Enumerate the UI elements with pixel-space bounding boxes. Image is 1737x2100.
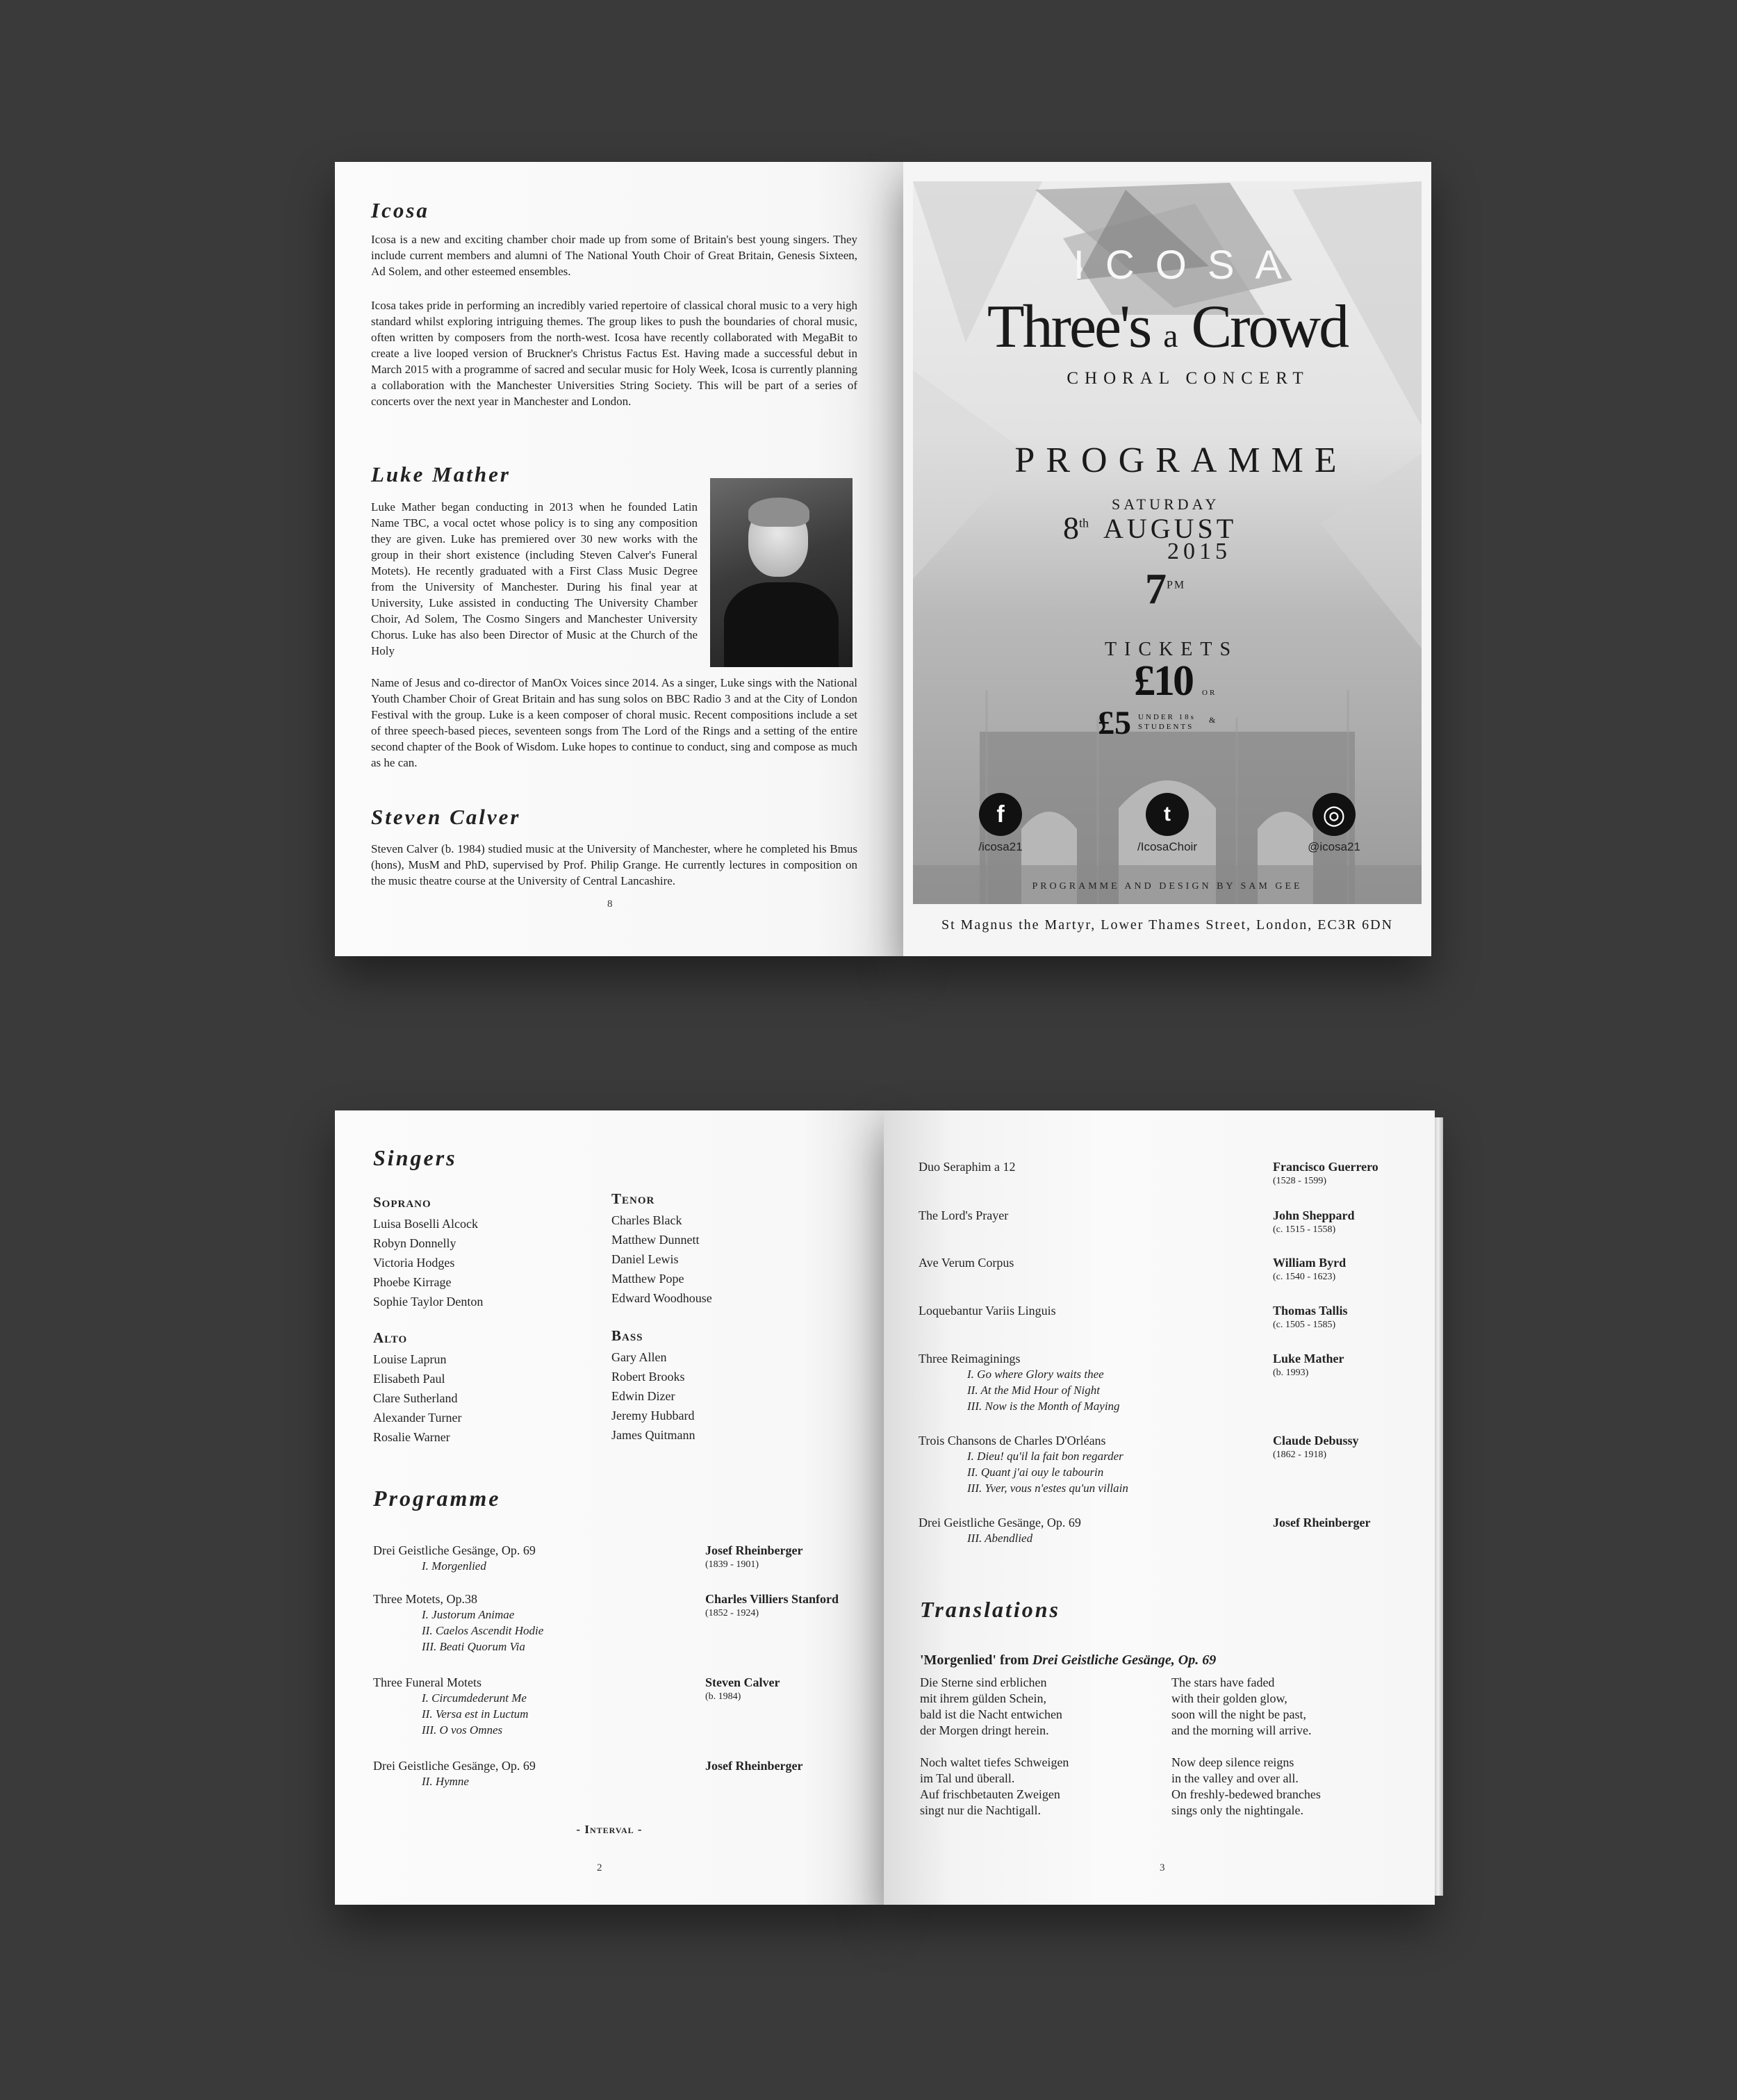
translations-heading: Translations (920, 1597, 1060, 1622)
movement: III. Abendlied (967, 1532, 1033, 1545)
interval-label: - Interval - (576, 1823, 643, 1836)
german-line: Auf frischbetauten Zweigen (920, 1787, 1060, 1801)
movement: III. Yver, vous n'estes qu'un villain (967, 1482, 1128, 1495)
translation-title (920, 1652, 1216, 1668)
composer-name: Josef Rheinberger (705, 1543, 803, 1557)
singer-name: Daniel Lewis (611, 1252, 679, 1266)
programme-item (919, 1433, 1128, 1496)
work-title: Drei Geistliche Gesänge, Op. 69 (919, 1516, 1081, 1529)
programme-item (373, 1675, 528, 1738)
singer-name: Alexander Turner (373, 1411, 462, 1425)
steven-paragraph: Steven Calver (b. 1984) studied music at the University of Manchester, where he completed his Bmus (hons), MusM and PhD, supervised by Prof. Philip Grange. He currently lectures in composition on the music theatre course at the University of Central Lancashire. (371, 842, 857, 887)
twitter-icon: t (1146, 793, 1189, 836)
movement: III. Now is the Month of Maying (967, 1400, 1120, 1413)
design-credit: PROGRAMME AND DESIGN BY SAM GEE (1032, 881, 1303, 892)
work-title: Three Funeral Motets (373, 1675, 481, 1689)
voice-heading: Alto (373, 1329, 408, 1346)
composer-dates: (1852 - 1924) (705, 1608, 759, 1618)
singers-heading: Singers (373, 1145, 457, 1170)
concert-title (903, 293, 1431, 371)
voice-heading: Tenor (611, 1190, 655, 1207)
date-day: SATURDAY (1112, 495, 1220, 513)
singer-name: James Quitmann (611, 1428, 695, 1442)
work-title: Ave Verum Corpus (919, 1256, 1014, 1270)
german-line: der Morgen dringt herein. (920, 1723, 1049, 1737)
movement: II. Hymne (422, 1775, 469, 1788)
concert-subtitle: CHORAL CONCERT (1067, 369, 1310, 388)
programme-item (373, 1543, 536, 1574)
singer-name: Luisa Boselli Alcock (373, 1217, 478, 1231)
singer-name: Robyn Donnelly (373, 1236, 456, 1250)
twitter-link[interactable] (1126, 793, 1209, 854)
luke-paragraph-2: Name of Jesus and co-director of ManOx Voices since 2014. As a singer, Luke sings with the National Youth Chamber Choir of Great Britain and has sung solos on BBC Radio 3 and at the City of London Festival with the group. Luke is a keen composer of choral music. Recent compositions include a set of three speech-based pieces, seventeen songs from The Lord of the Rings and a setting of the entire second chapter of the Book of Wisdom. Luke hopes to continue to conduct, sing and compose as much as he can. (371, 676, 857, 769)
composer (1273, 1303, 1348, 1332)
german-line: bald ist die Nacht entwichen (920, 1707, 1062, 1721)
german-line: singt nur die Nachtigall. (920, 1803, 1041, 1817)
programme-item (373, 1591, 543, 1655)
title-a: a (1163, 318, 1178, 354)
choir-name: ICOSA (1073, 243, 1303, 288)
english-line: The stars have faded (1171, 1675, 1275, 1689)
composer (1273, 1159, 1378, 1188)
composer (705, 1591, 839, 1621)
programme-item (919, 1303, 1056, 1318)
icosa-paragraph-1: Icosa is a new and exciting chamber choir made up from some of Britain's best young singers. They include current members and alumni of The National Youth Choir of Great Britain, Genesis Sixteen, Ad Solem, and other esteemed ensembles. (371, 233, 857, 278)
composer (705, 1675, 780, 1704)
german-line (920, 1739, 1069, 1755)
singer-name: Charles Black (611, 1213, 682, 1227)
movement: I. Justorum Animae (422, 1608, 515, 1621)
instagram-handle: @icosa21 (1308, 840, 1360, 853)
german-line: Noch waltet tiefes Schweigen (920, 1755, 1069, 1769)
english-line: Now deep silence reigns (1171, 1755, 1294, 1769)
singer-name: Edward Woodhouse (611, 1291, 712, 1305)
translation-title-work: Drei Geistliche Gesänge, Op. 69 (1032, 1652, 1217, 1668)
singer-name: Gary Allen (611, 1350, 667, 1364)
facebook-handle: /icosa21 (978, 840, 1023, 853)
composer-name: Francisco Guerrero (1273, 1160, 1378, 1174)
concession-terms (1138, 712, 1196, 732)
page-edge (1435, 1117, 1443, 1896)
tickets-label: TICKETS (1104, 639, 1239, 660)
date-number (1063, 509, 1089, 546)
page-2 (335, 1110, 884, 1905)
facebook-link[interactable] (959, 793, 1042, 854)
page-3 (884, 1110, 1435, 1905)
singer-name: Sophie Taylor Denton (373, 1295, 484, 1309)
steven-heading: Steven Calver (371, 805, 521, 829)
page-number: 3 (1160, 1862, 1165, 1873)
composer (1273, 1433, 1359, 1462)
singer-name: Matthew Pope (611, 1272, 684, 1286)
work-title: Duo Seraphim a 12 (919, 1160, 1016, 1174)
programme-item (919, 1515, 1081, 1546)
english-text (1171, 1675, 1321, 1819)
cover-page (903, 162, 1431, 956)
composer (705, 1758, 802, 1773)
work-title: Trois Chansons de Charles D'Orléans (919, 1434, 1106, 1447)
movement: II. Quant j'ai ouy le tabourin (967, 1466, 1104, 1479)
composer-name: William Byrd (1273, 1256, 1347, 1270)
luke-heading: Luke Mather (371, 462, 511, 486)
composer-name: Steven Calver (705, 1675, 780, 1689)
work-title: Drei Geistliche Gesänge, Op. 69 (373, 1543, 536, 1557)
composer-dates: (1528 - 1599) (1273, 1176, 1326, 1186)
composer-name: Josef Rheinberger (705, 1759, 803, 1773)
composer (1273, 1208, 1355, 1237)
composer-dates: (c. 1515 - 1558) (1273, 1224, 1336, 1235)
programme-heading: Programme (373, 1486, 501, 1511)
english-line: On freshly-bedewed branches (1171, 1787, 1321, 1801)
programme-item (373, 1758, 536, 1789)
singer-name: Victoria Hodges (373, 1256, 455, 1270)
work-title: Loquebantur Variis Linguis (919, 1304, 1056, 1318)
date-num: 8 (1063, 510, 1079, 545)
translation-title-prefix: 'Morgenlied' from (920, 1652, 1029, 1668)
german-line: mit ihrem gülden Schein, (920, 1691, 1046, 1705)
luke-photo (710, 478, 853, 667)
programme-item (919, 1208, 1008, 1223)
title-part-2: Crowd (1191, 293, 1348, 361)
concession-line-1: UNDER 18s (1138, 713, 1196, 721)
movement: I. Dieu! qu'il la fait bon regarder (967, 1450, 1123, 1463)
voice-heading: Soprano (373, 1194, 431, 1211)
composer (705, 1543, 802, 1572)
instagram-link[interactable] (1292, 793, 1376, 854)
date-year: 2015 (1167, 539, 1231, 564)
voice-tenor (611, 1190, 712, 1308)
price-or: OR (1202, 689, 1217, 697)
composer-name: Charles Villiers Stanford (705, 1592, 839, 1606)
icosa-paragraph-2: Icosa takes pride in performing an incredibly varied repertoire of classical choral music to a very high standard whilst exploring intriguing themes. The group likes to push the boundaries of choral music, often written by composers from the north-west. Icosa have recently collaborated with MegaBit to create a live looped version of Bruckner's Christus Factus Est. Having made a successful debut in March 2015 with a programme of sacred and secular music for Holy Week, Icosa is currently planning a collaboration with the Manchester Universities String Society. This will be part of a series of concerts over the next year in Manchester and London. (371, 299, 857, 408)
twitter-handle: /IcosaChoir (1137, 840, 1197, 853)
composer (1273, 1515, 1370, 1530)
english-line: and the morning will arrive. (1171, 1723, 1312, 1737)
singer-name: Elisabeth Paul (373, 1372, 445, 1386)
page-8 (335, 162, 903, 956)
singer-name: Jeremy Hubbard (611, 1409, 695, 1422)
composer-name: John Sheppard (1273, 1208, 1355, 1222)
movement: III. Beati Quorum Via (422, 1640, 525, 1653)
work-title: Three Reimaginings (919, 1352, 1021, 1365)
programme-item (919, 1351, 1120, 1414)
work-title: Three Motets, Op.38 (373, 1592, 477, 1606)
movement: II. Caelos Ascendit Hodie (422, 1624, 544, 1637)
voice-alto (373, 1329, 461, 1447)
date-month: AUGUST (1103, 513, 1237, 544)
composer (1273, 1351, 1344, 1380)
english-line: soon will the night be past, (1171, 1707, 1306, 1721)
english-line: with their golden glow, (1171, 1691, 1287, 1705)
work-title: Drei Geistliche Gesänge, Op. 69 (373, 1759, 536, 1773)
english-line (1171, 1739, 1321, 1755)
singer-name: Matthew Dunnett (611, 1233, 700, 1247)
german-line: im Tal und überall. (920, 1771, 1015, 1785)
luke-paragraph-1: Luke Mather began conducting in 2013 when he founded Latin Name TBC, a vocal octet whose policy is to sing any composition they are given. Luke has premiered over 30 new works with the group in their short existence (including Steven Calver's Funeral Motets). He recently graduated with a First Class Music Degree from the University of Manchester. During his final year at University, Luke assisted in conducting The University Chamber Choir, Ad Solem, The Cosmo Singers and Manchester University Chorus. Luke has also been Director of Music at the Church of the Holy (371, 500, 698, 657)
voice-bass (611, 1327, 695, 1445)
programme-item (919, 1255, 1014, 1270)
singer-name: Louise Laprun (373, 1352, 447, 1366)
voice-soprano (373, 1194, 483, 1311)
voice-heading: Bass (611, 1327, 643, 1344)
composer-dates: (b. 1984) (705, 1691, 741, 1702)
concert-time (1145, 565, 1185, 614)
singer-name: Rosalie Warner (373, 1430, 450, 1444)
singer-name: Robert Brooks (611, 1370, 685, 1384)
work-title: The Lord's Prayer (919, 1208, 1009, 1222)
composer-dates: (c. 1505 - 1585) (1273, 1320, 1336, 1330)
movement: II. At the Mid Hour of Night (967, 1384, 1100, 1397)
programme-item (919, 1159, 1015, 1174)
composer-name: Claude Debussy (1273, 1434, 1359, 1447)
composer-name: Josef Rheinberger (1273, 1516, 1371, 1529)
german-line: Die Sterne sind erblichen (920, 1675, 1047, 1689)
movement: I. Morgenlied (422, 1559, 486, 1573)
venue: St Magnus the Martyr, Lower Thames Street, London, EC3R 6DN (941, 917, 1394, 933)
concession-line-2: STUDENTS (1138, 723, 1194, 731)
facebook-icon: f (979, 793, 1022, 836)
composer-dates: (b. 1993) (1273, 1368, 1309, 1378)
concession-amp: & (1209, 715, 1216, 725)
german-text (920, 1675, 1069, 1819)
composer-name: Luke Mather (1273, 1352, 1344, 1365)
composer (1273, 1255, 1346, 1284)
programme-title: PROGRAMME (1014, 441, 1348, 480)
english-line: sings only the nightingale. (1171, 1803, 1303, 1817)
page-number: 2 (597, 1862, 602, 1873)
english-line: in the valley and over all. (1171, 1771, 1299, 1785)
time-suffix: PM (1167, 579, 1186, 591)
time-number: 7 (1145, 566, 1167, 613)
icosa-heading: Icosa (371, 198, 429, 222)
instagram-icon: ◎ (1312, 793, 1356, 836)
price-main: £10 (1134, 657, 1192, 705)
singer-name: Clare Sutherland (373, 1391, 458, 1405)
movement: III. O vos Omnes (422, 1723, 503, 1737)
composer-name: Thomas Tallis (1273, 1304, 1348, 1318)
price-concession: £5 (1098, 705, 1131, 741)
page-number: 8 (607, 899, 613, 910)
movement: II. Versa est in Luctum (422, 1707, 529, 1721)
movement: I. Circumdederunt Me (422, 1691, 527, 1705)
composer-dates: (1839 - 1901) (705, 1559, 759, 1570)
title-part-1: Three's (987, 293, 1151, 361)
date-suffix: th (1079, 516, 1089, 530)
singer-name: Phoebe Kirrage (373, 1275, 452, 1289)
movement: I. Go where Glory waits thee (967, 1368, 1104, 1381)
singer-name: Edwin Dizer (611, 1389, 675, 1403)
composer-dates: (1862 - 1918) (1273, 1450, 1326, 1460)
composer-dates: (c. 1540 - 1623) (1273, 1272, 1336, 1282)
